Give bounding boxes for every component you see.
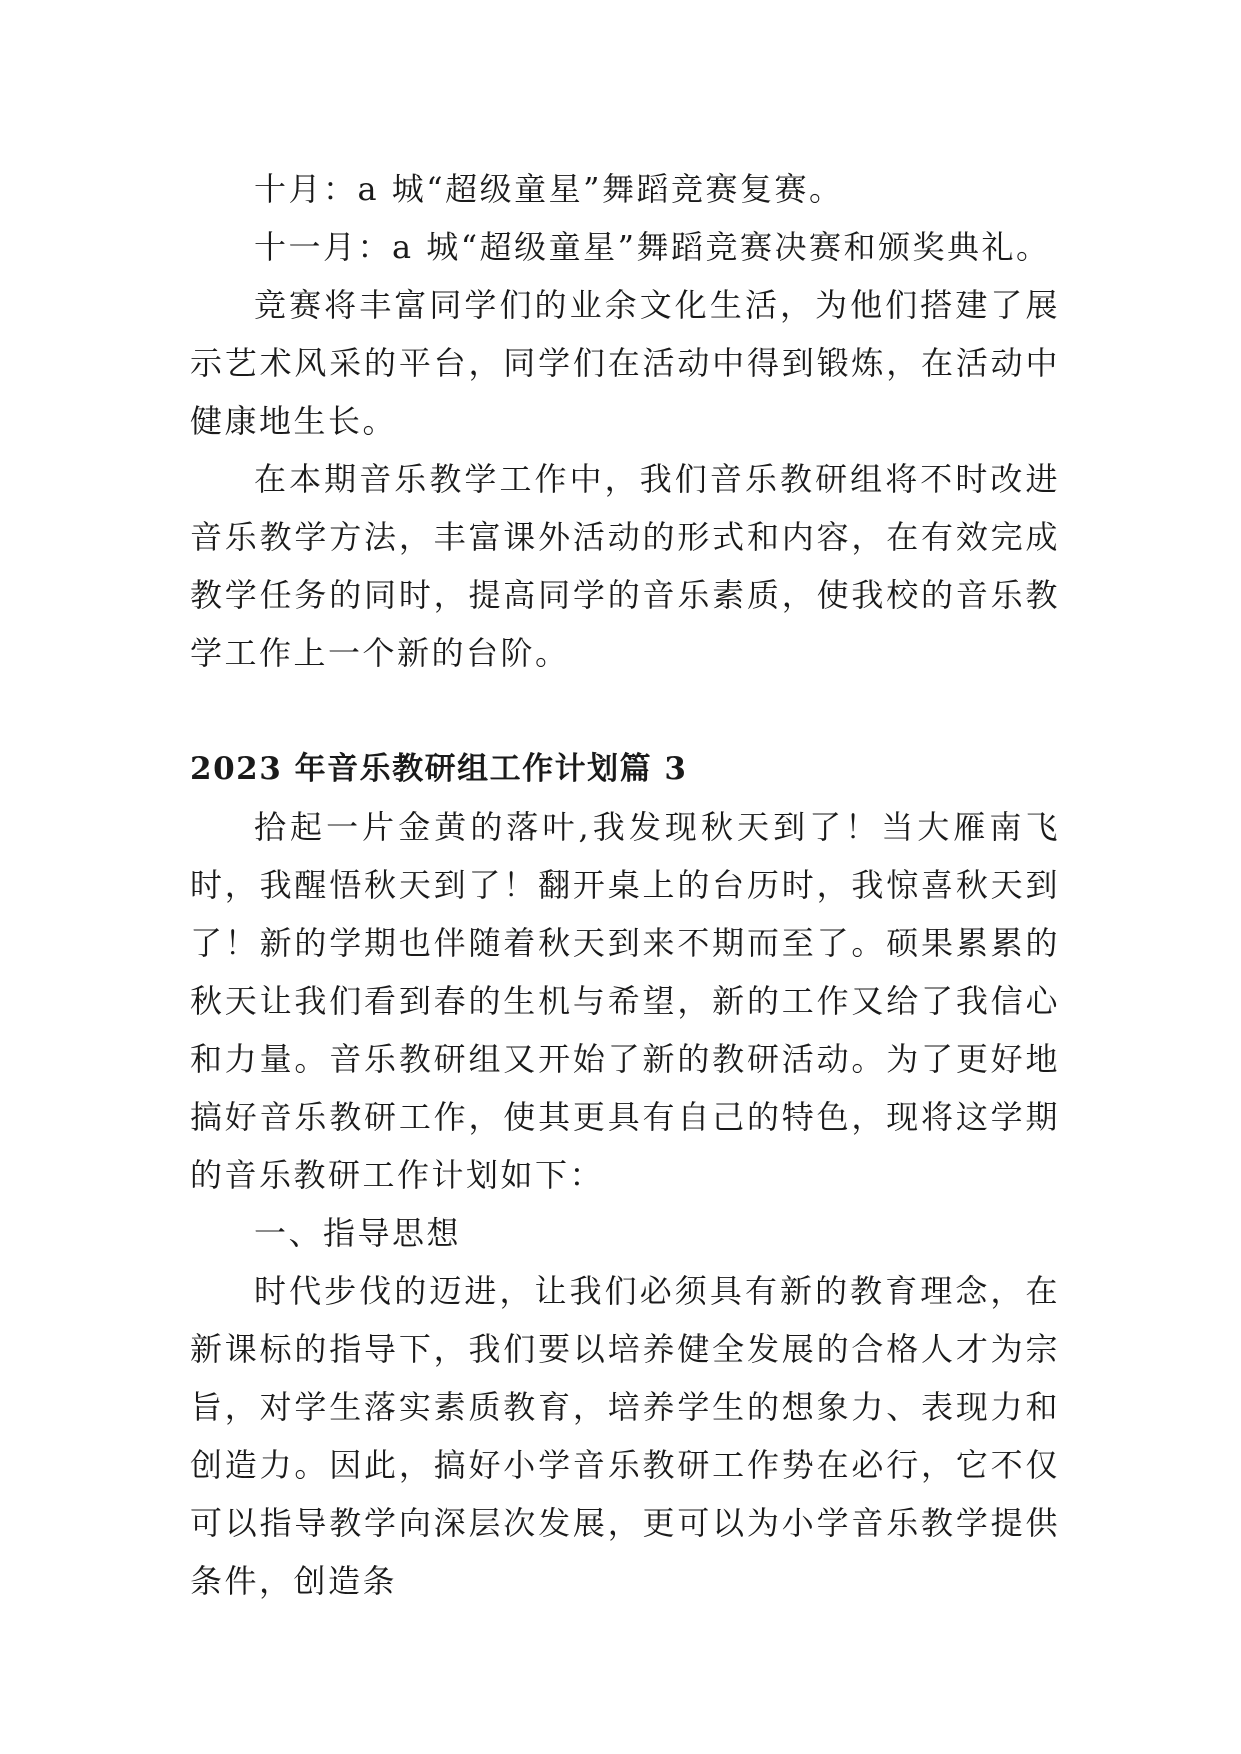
paragraph-november: 十一月：a 城“超级童星”舞蹈竞赛决赛和颁奖典礼。 <box>254 228 1051 266</box>
section-title: 2023 年音乐教研组工作计划篇 3 <box>190 751 688 787</box>
paragraph-october: 十月：a 城“超级童星”舞蹈竞赛复赛。 <box>254 170 844 208</box>
paragraph-competition: 竞赛将丰富同学们的业余文化生活，为他们搭建了展示艺术风采的平台，同学们在活动中得到锻炼，在活动中健康地生长。 <box>190 286 1060 440</box>
paragraph-guiding-ideology: 时代步伐的迈进，让我们必须具有新的教育理念，在新课标的指导下，我们要以培养健全发展的合格人才为宗旨，对学生落实素质教育，培养学生的想象力、表现力和创造力。因此，搞好小学音乐教研工作势在必行，它不仅可以指导教学向深层次发展，更可以为小学音乐教学提供条件，创造条 <box>190 1272 1060 1600</box>
subheading-guiding-ideology: 一、指导思想 <box>254 1214 462 1252</box>
paragraph-autumn-intro: 拾起一片金黄的落叶,我发现秋天到了！当大雁南飞时，我醒悟秋天到了！翻开桌上的台历时，我惊喜秋天到了！新的学期也伴随着秋天到来不期而至了。硕果累累的秋天让我们看到春的生机与希望，新的工作又给了我信心和力量。音乐教研组又开始了新的教研活动。为了更好地搞好音乐教研工作，使其更具有自己的特色，现将这学期的音乐教研工作计划如下： <box>190 808 1060 1194</box>
paragraph-teaching-goal: 在本期音乐教学工作中，我们音乐教研组将不时改进音乐教学方法，丰富课外活动的形式和内容，在有效完成教学任务的同时，提高同学的音乐素质，使我校的音乐教学工作上一个新的台阶。 <box>190 460 1060 672</box>
document-page <box>190 160 1060 1610</box>
section-spacer <box>190 682 1060 740</box>
